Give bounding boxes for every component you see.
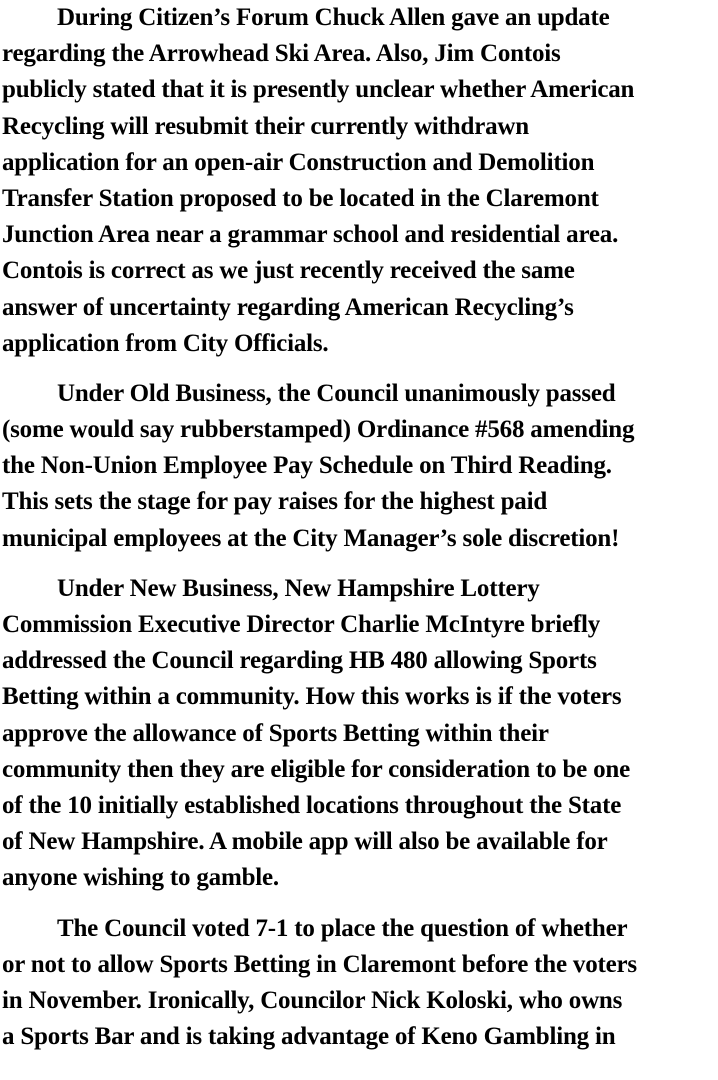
text-line: answer of uncertainty regarding American Recycling’s — [2, 293, 574, 321]
text-line: application from City Officials. — [2, 329, 329, 357]
text-line: a Sports Bar and is taking advantage of Keno Gambling in — [2, 1023, 616, 1051]
text-line: Under Old Business, the Council unanimously passed — [57, 379, 616, 407]
text-line: anyone wishing to gamble. — [2, 864, 279, 892]
text-line: publicly stated that it is presently unclear whether American — [2, 76, 635, 104]
text-line: of New Hampshire. A mobile app will also be available for — [2, 828, 608, 856]
text-line: or not to allow Sports Betting in Claremont before the voters — [2, 950, 637, 978]
paragraph-council-vote — [2, 911, 718, 1056]
paragraph-citizens-forum — [2, 0, 718, 362]
text-line: (some would say rubberstamped) Ordinance #568 amending — [2, 416, 635, 444]
text-line: application for an open-air Construction and Demolition — [2, 148, 595, 176]
text-line: This sets the stage for pay raises for the highest paid — [2, 488, 548, 516]
text-line: The Council voted 7-1 to place the question of whether — [57, 914, 628, 942]
paragraph-new-business — [2, 571, 718, 897]
text-line: Junction Area near a grammar school and residential area. — [2, 221, 619, 249]
text-line: the Non-Union Employee Pay Schedule on Third Reading. — [2, 452, 612, 480]
text-line: municipal employees at the City Manager’s sole discretion! — [2, 524, 620, 552]
text-line: regarding the Arrowhead Ski Area. Also, Jim Contois — [2, 40, 561, 68]
text-line: Under New Business, New Hampshire Lottery — [57, 574, 540, 602]
document-page — [2, 0, 718, 1069]
text-line: approve the allowance of Sports Betting within their — [2, 719, 549, 747]
text-line: Recycling will resubmit their currently withdrawn — [2, 112, 529, 140]
text-line: of the 10 initially established locations throughout the State — [2, 791, 622, 819]
text-line: Transfer Station proposed to be located in the Claremont — [2, 184, 599, 212]
text-line: Commission Executive Director Charlie McIntyre briefly — [2, 611, 601, 638]
text-line: Contois is correct as we just recently received the same — [2, 257, 575, 285]
paragraph-old-business — [2, 376, 718, 557]
text-line: in November. Ironically, Councilor Nick Koloski, who owns — [2, 986, 623, 1014]
text-line: addressed the Council regarding HB 480 allowing Sports — [2, 647, 597, 675]
text-line: Betting within a community. How this works is if the voters — [2, 683, 622, 711]
text-line: community then they are eligible for consideration to be one — [2, 755, 630, 783]
text-line: During Citizen’s Forum Chuck Allen gave an update — [57, 4, 610, 31]
